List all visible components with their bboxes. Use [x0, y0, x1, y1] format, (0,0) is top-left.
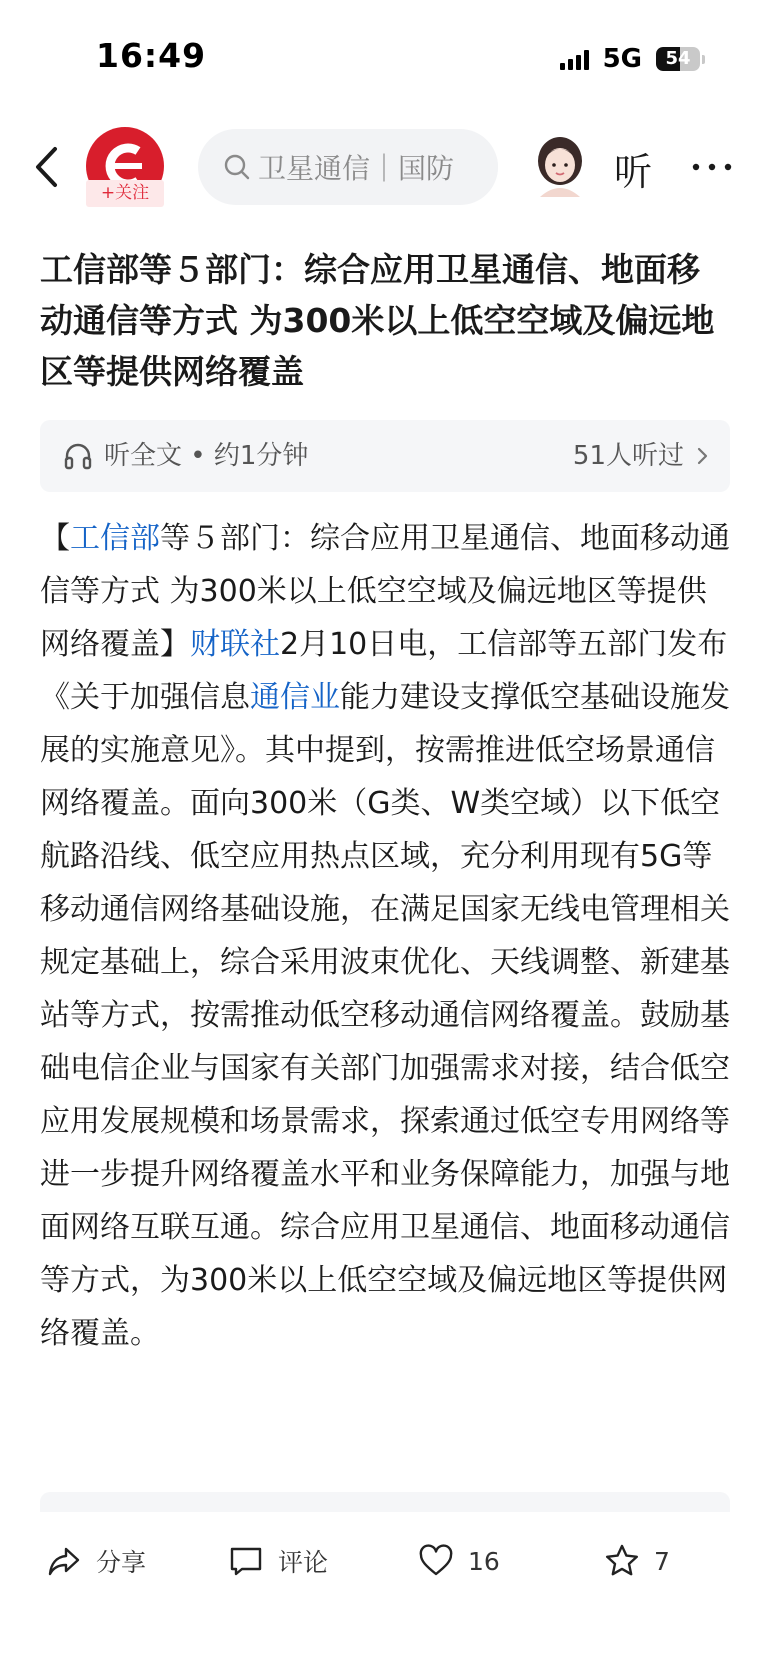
more-dots-icon: [690, 145, 734, 189]
listen-count: 51人听过: [572, 441, 684, 471]
status-bar: [0, 0, 769, 115]
heart-icon: [418, 1543, 454, 1579]
bottom-action-bar: [0, 1512, 769, 1612]
battery-icon: [656, 47, 700, 71]
comment-icon: [228, 1543, 264, 1579]
favorite-count: 7: [654, 1546, 670, 1576]
body-text: 等５部门：综合应用卫星通信、地面移动通信等方式 为300米以上低空空域及偏远地区等提供网络覆盖】: [40, 521, 730, 662]
share-button[interactable]: [46, 1536, 146, 1586]
link-cls[interactable]: 财联社: [190, 627, 280, 662]
body-text: 2月10日电，工信部等五部门发布《关于加强信息: [40, 627, 728, 715]
star-icon: [604, 1543, 640, 1579]
body-text: 【: [40, 521, 70, 556]
follow-button[interactable]: +关注: [86, 180, 164, 207]
status-time: 16:49: [96, 36, 207, 75]
battery-tip: [702, 55, 705, 64]
article-title: 工信部等５部门：综合应用卫星通信、地面移动通信等方式 为300米以上低空空域及偏远地区等提供网络覆盖: [40, 250, 715, 391]
comment-button[interactable]: [228, 1536, 328, 1586]
link-miit[interactable]: 工信部: [70, 521, 160, 556]
headphone-icon: [62, 440, 94, 472]
more-button[interactable]: [690, 145, 734, 189]
share-label: 分享: [96, 1548, 147, 1577]
status-indicators: [560, 44, 705, 74]
body-text: 能力建设支撑低空基础设施发展的实施意见》。其中提到，按需推进低空场景通信网络覆盖。面向300米（G类、W类空域）以下低空航路沿线、低空应用热点区域，充分利用现有5G等移动通信网络基础设施，在满足国家无线电管理相关规定基础上，综合采用波束优化、天线调整、新建基站等方式，按需推动低空移动通信网络覆盖。鼓励基础电信企业与国家有关部门加强需求对接，结合低空应用发展规模和场景需求，探索通过低空专用网络等进一步提升网络覆盖水平和业务保障能力，加强与地面网络互联互通。综合应用卫星通信、地面移动通信等方式，为300米以上低空空域及偏远地区等提供网络覆盖。: [40, 680, 730, 1351]
listen-full-text-bar[interactable]: [40, 420, 730, 492]
listen-button[interactable]: 听: [614, 150, 653, 194]
favorite-button[interactable]: [604, 1536, 670, 1586]
search-icon: [222, 152, 252, 182]
battery-percent: 54: [665, 48, 691, 69]
signal-icon: [560, 48, 589, 70]
avatar-icon: [532, 135, 588, 197]
publisher-avatar[interactable]: [86, 127, 164, 207]
link-telecom-industry[interactable]: 通信业: [250, 680, 340, 715]
share-icon: [46, 1543, 82, 1579]
search-fade: [458, 129, 498, 205]
related-card-edge: [40, 1492, 730, 1512]
chevron-right-icon: [696, 446, 710, 466]
listen-full-label: 听全文 • 约1分钟: [104, 441, 309, 471]
search-placeholder: 卫星通信｜国防: [258, 152, 455, 185]
back-button[interactable]: [28, 143, 68, 191]
comment-label: 评论: [278, 1548, 329, 1577]
search-bar[interactable]: [198, 129, 498, 205]
chevron-left-icon: [28, 143, 68, 191]
nav-bar: [0, 115, 769, 220]
like-count: 16: [468, 1546, 500, 1576]
network-label: 5G: [602, 44, 642, 74]
like-button[interactable]: [418, 1536, 500, 1586]
article-body: [40, 512, 730, 1360]
tts-avatar[interactable]: [532, 135, 588, 197]
